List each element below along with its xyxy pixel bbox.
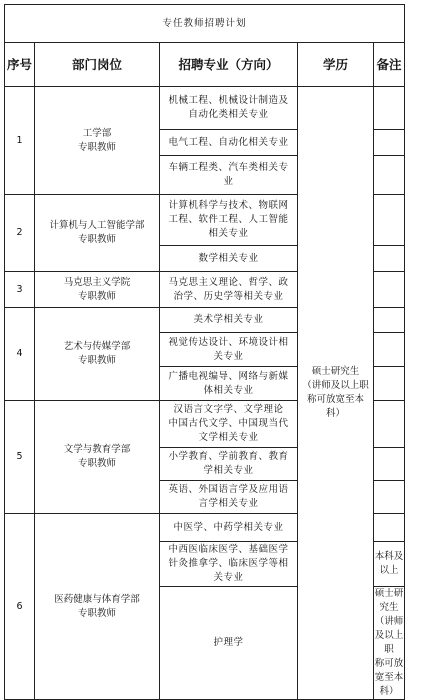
major-line: 文学相关专业: [198, 432, 259, 443]
major-line: 计算机科学与技术、物联网: [168, 200, 289, 211]
major-line: 电气工程、自动化相关专业: [168, 136, 289, 148]
header-seq: 序号: [5, 43, 35, 87]
remark-cell: [374, 308, 405, 333]
dept-position: 专职教师: [77, 355, 116, 366]
major-line: 广播电视编导、网络与新媒: [168, 370, 289, 382]
major-line: 业: [223, 176, 234, 187]
major-cell: [160, 87, 298, 130]
major-cell: [160, 130, 298, 156]
education-line: 硕士研究生: [311, 366, 360, 377]
remark-cell: [374, 367, 405, 401]
education-line: 科）: [379, 686, 399, 697]
dept-cell: [35, 195, 160, 272]
major-line: 数学相关专业: [198, 252, 259, 264]
education-line: 科）: [325, 408, 345, 419]
remark-cell: [374, 130, 405, 156]
dept-name: 艺术与传媒学部: [63, 341, 131, 352]
remark-cell: [374, 156, 405, 195]
remark-cell: [374, 195, 405, 246]
header-major: 招聘专业（方向）: [160, 43, 298, 87]
major-line: 马克思主义理论、哲学、政: [168, 276, 289, 288]
major-line: 视觉传达设计、环境设计相: [168, 336, 289, 348]
dept-name: 医药健康与体育学部: [54, 593, 140, 605]
major-cell: [160, 514, 298, 542]
remark-cell: [374, 87, 405, 130]
major-cell: [160, 481, 298, 514]
major-line: 英语、外国语言学及应用语: [168, 484, 289, 495]
dept-position: 专职教师: [77, 234, 116, 245]
major-cell: [160, 195, 298, 246]
major-line: 治学、历史学等相关专业: [173, 290, 284, 302]
major-cell: [160, 448, 298, 481]
major-line: 自动化类相关专业: [188, 109, 269, 120]
major-line: 汉语言文字学、文学理论: [173, 404, 284, 415]
dept-position: 专职教师: [77, 458, 116, 469]
header-remark: 备注: [374, 43, 405, 87]
major-line: 护理学: [213, 637, 244, 648]
header-dept: 部门岗位: [35, 43, 160, 87]
header-row: [5, 43, 405, 87]
dept-name: 文学与教育学部: [63, 444, 131, 455]
seq-cell: 6: [5, 514, 35, 700]
table-title: 专任教师招聘计划: [5, 5, 405, 43]
major-line: 小学教育、学前教育、教育: [168, 451, 289, 462]
major-line: 机械工程、机械设计制造及: [168, 95, 289, 106]
education-line: 硕士研究生: [374, 588, 404, 613]
major-cell: [160, 587, 298, 700]
education-bachelor-cell: 本科及以上: [374, 542, 405, 587]
recruitment-table: [4, 4, 405, 700]
major-line: 工程、软件工程、人工智能: [168, 214, 289, 225]
seq-cell: 3: [5, 272, 35, 308]
major-cell: [160, 272, 298, 308]
remark-cell: [374, 272, 405, 308]
major-line: 关专业: [213, 350, 244, 362]
major-line: 言学相关专业: [198, 498, 259, 509]
major-cell: [160, 542, 298, 587]
major-line: 体相关专业: [203, 384, 254, 396]
dept-cell: [35, 308, 160, 401]
dept-name: 计算机与人工智能学部: [49, 220, 145, 231]
major-line: 针灸推拿学、临床医学等相: [168, 558, 289, 569]
major-cell: [160, 333, 298, 367]
dept-position: 专职教师: [77, 607, 116, 619]
major-line: 相关专业: [208, 228, 249, 239]
seq-cell: 4: [5, 308, 35, 401]
education-graduate-nursing-cell: [374, 587, 405, 700]
recruitment-document: [4, 4, 405, 700]
dept-name: 工学部: [82, 127, 112, 139]
education-line: 称可放宽至本: [306, 394, 364, 405]
major-cell: [160, 367, 298, 401]
major-cell: [160, 156, 298, 195]
major-cell: [160, 246, 298, 272]
education-line: 称可放宽至本: [374, 658, 404, 683]
dept-cell: [35, 514, 160, 700]
dept-name: 马克思主义学院: [63, 276, 131, 288]
major-line: 美术学相关专业: [193, 314, 264, 325]
major-cell: [160, 401, 298, 448]
header-education: 学历: [298, 43, 374, 87]
table-row: [5, 87, 405, 130]
remark-cell: [374, 514, 405, 542]
education-line: （讲师及以上职: [374, 616, 404, 655]
major-line: 中国古代文学、中国现当代: [168, 418, 289, 429]
dept-cell: [35, 272, 160, 308]
major-line: 中西医临床医学、基础医学: [168, 544, 289, 555]
seq-cell: 2: [5, 195, 35, 272]
major-line: 车辆工程类、汽车类相关专: [168, 162, 289, 173]
remark-cell: [374, 246, 405, 272]
remark-cell: [374, 401, 405, 448]
major-line: 中医学、中药学相关专业: [173, 521, 284, 533]
major-cell: [160, 308, 298, 333]
education-line: （讲师及以上职: [302, 380, 369, 391]
seq-cell: 1: [5, 87, 35, 195]
dept-position: 专职教师: [77, 290, 116, 302]
remark-cell: [374, 333, 405, 367]
dept-cell: [35, 87, 160, 195]
remark-cell: [374, 481, 405, 514]
seq-cell: 5: [5, 401, 35, 514]
major-line: 学相关专业: [203, 465, 254, 476]
major-line: 关专业: [213, 572, 244, 583]
remark-cell: [374, 448, 405, 481]
education-graduate-cell: [298, 87, 374, 700]
title-row: [5, 5, 405, 43]
dept-cell: [35, 401, 160, 514]
dept-position: 专职教师: [77, 141, 116, 153]
